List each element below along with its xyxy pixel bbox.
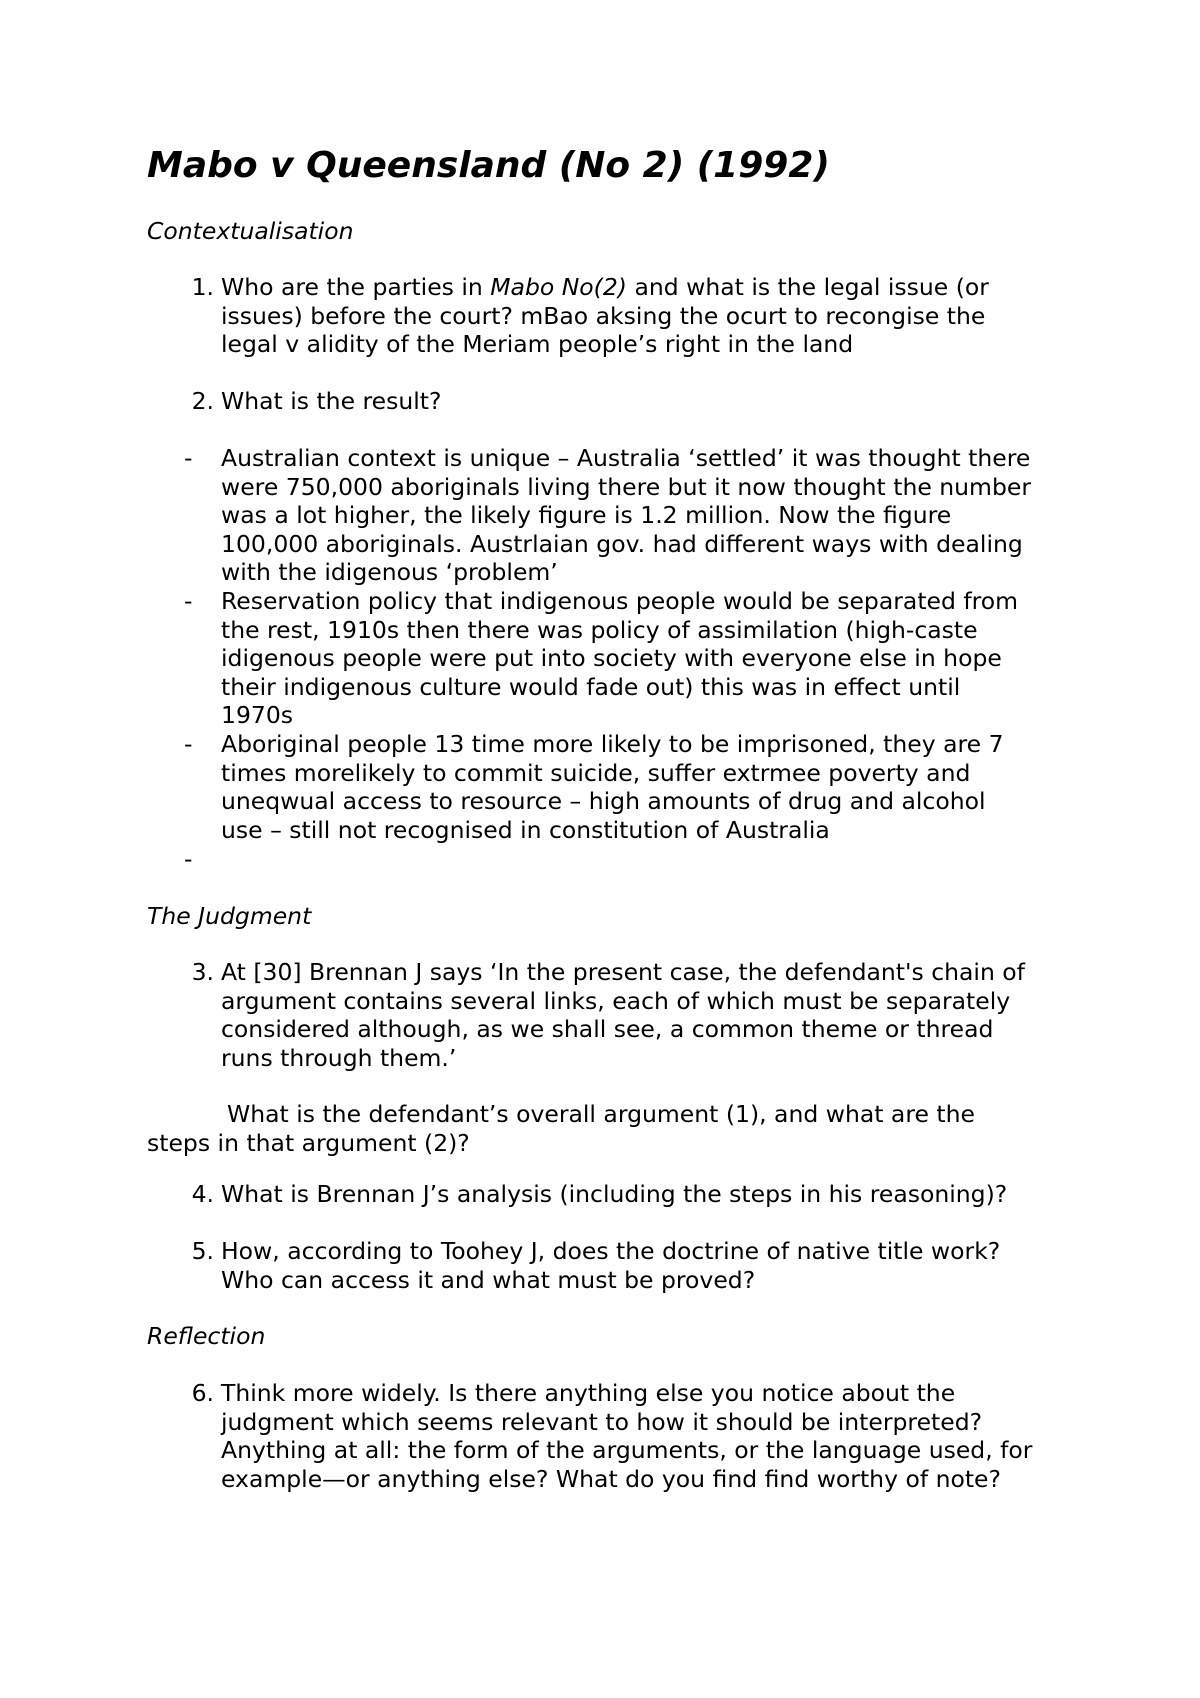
bullet-text	[221, 587, 1087, 730]
bullet-text	[221, 730, 1087, 844]
bullet-marker: -	[184, 444, 193, 472]
question-number: 4.	[191, 1180, 214, 1208]
bullet-line: with the idigenous ‘problem’	[221, 558, 558, 587]
question-text	[221, 1237, 1087, 1294]
question-text	[221, 387, 1087, 416]
question-line: At [30] Brennan J says ‘In the present case, the defendant's chain of	[221, 958, 1025, 986]
text-run: and what is the legal issue (or	[626, 273, 989, 301]
bullet-line: times morelikely to commit suicide, suffer extrmee poverty and	[221, 758, 971, 787]
bullet-line: their indigenous culture would fade out) this was in effect until	[221, 672, 961, 701]
question-3-followup	[147, 1100, 1087, 1157]
question-line: runs through them.’	[221, 1043, 457, 1072]
bullet-line: 1970s	[221, 701, 294, 730]
question-2	[147, 387, 1087, 416]
bullet-item	[147, 587, 1087, 730]
question-number: 2.	[191, 387, 214, 415]
bullet-marker: -	[184, 845, 193, 873]
question-line: What is Brennan J’s analysis (including the steps in his reasoning)?	[221, 1180, 1008, 1208]
followup-line: What is the defendant’s overall argument (1), and what are the	[227, 1100, 975, 1128]
question-number: 6.	[191, 1379, 214, 1407]
question-3	[147, 958, 1087, 1072]
document-title: Mabo v Queensland (No 2) (1992)	[147, 145, 830, 186]
bullet-marker: -	[184, 730, 193, 758]
question-text	[221, 958, 1087, 1072]
question-number: 1.	[191, 273, 214, 301]
bullet-line: Reservation policy that indigenous people would be separated from	[221, 587, 1019, 615]
bullet-line: Aboriginal people 13 time more likely to be imprisoned, they are 7	[221, 730, 1004, 758]
question-line: Anything at all: the form of the arguments, or the language used, for	[221, 1436, 1033, 1465]
bullet-line: use – still not recognised in constitution of Australia	[221, 815, 830, 844]
bullet-item	[147, 730, 1087, 844]
bullet-line: uneqwual access to resource – high amounts of drug and alcohol	[221, 787, 986, 816]
followup-line: steps in that argument (2)?	[147, 1128, 470, 1157]
section-heading-judgment: The Judgment	[147, 902, 312, 930]
bullet-item	[147, 444, 1087, 587]
text-run: Who are the parties in	[221, 273, 491, 301]
question-number: 5.	[191, 1237, 214, 1265]
case-name-italic: Mabo No(2)	[490, 273, 627, 301]
question-text	[221, 1180, 1087, 1209]
question-line: argument contains several links, each of which must be separately	[221, 986, 1011, 1015]
question-line: Who can access it and what must be proved?	[221, 1265, 756, 1294]
question-line: judgment which seems relevant to how it should be interpreted?	[221, 1407, 983, 1436]
question-number: 3.	[191, 958, 214, 986]
question-6	[147, 1379, 1087, 1493]
section-heading-reflection: Reflection	[147, 1322, 266, 1350]
question-line: legal v alidity of the Meriam people’s right in the land	[221, 330, 854, 359]
question-5	[147, 1237, 1087, 1294]
question-text	[221, 273, 1087, 359]
bullet-line: 100,000 aboriginals. Austrlaian gov. had different ways with dealing	[221, 529, 1023, 558]
question-text	[221, 1379, 1087, 1493]
question-line: What is the result?	[221, 387, 442, 415]
bullet-line: were 750,000 aboriginals living there but it now thought the number	[221, 472, 1031, 501]
bullet-marker: -	[184, 587, 193, 615]
bullet-line: the rest, 1910s then there was policy of assimilation (high-caste	[221, 615, 978, 644]
question-line: considered although, as we shall see, a common theme or thread	[221, 1015, 994, 1044]
bullet-line: Australian context is unique – Australia ‘settled’ it was thought there	[221, 444, 1031, 472]
question-line: example—or anything else? What do you find find worthy of note?	[221, 1464, 1001, 1493]
question-line: issues) before the court? mBao aksing the ocurt to recongise the	[221, 301, 986, 330]
question-line: How, according to Toohey J, does the doctrine of native title work?	[221, 1237, 1001, 1265]
bullet-line: was a lot higher, the likely figure is 1.2 million. Now the figure	[221, 501, 952, 530]
question-1	[147, 273, 1087, 359]
question-line: Think more widely. Is there anything else you notice about the	[221, 1379, 956, 1407]
bullet-line: idigenous people were put into society with everyone else in hope	[221, 644, 1002, 673]
section-heading-contextualisation: Contextualisation	[147, 217, 354, 245]
question-4	[147, 1180, 1087, 1209]
question-line	[221, 273, 1087, 302]
bullet-text	[221, 444, 1087, 587]
